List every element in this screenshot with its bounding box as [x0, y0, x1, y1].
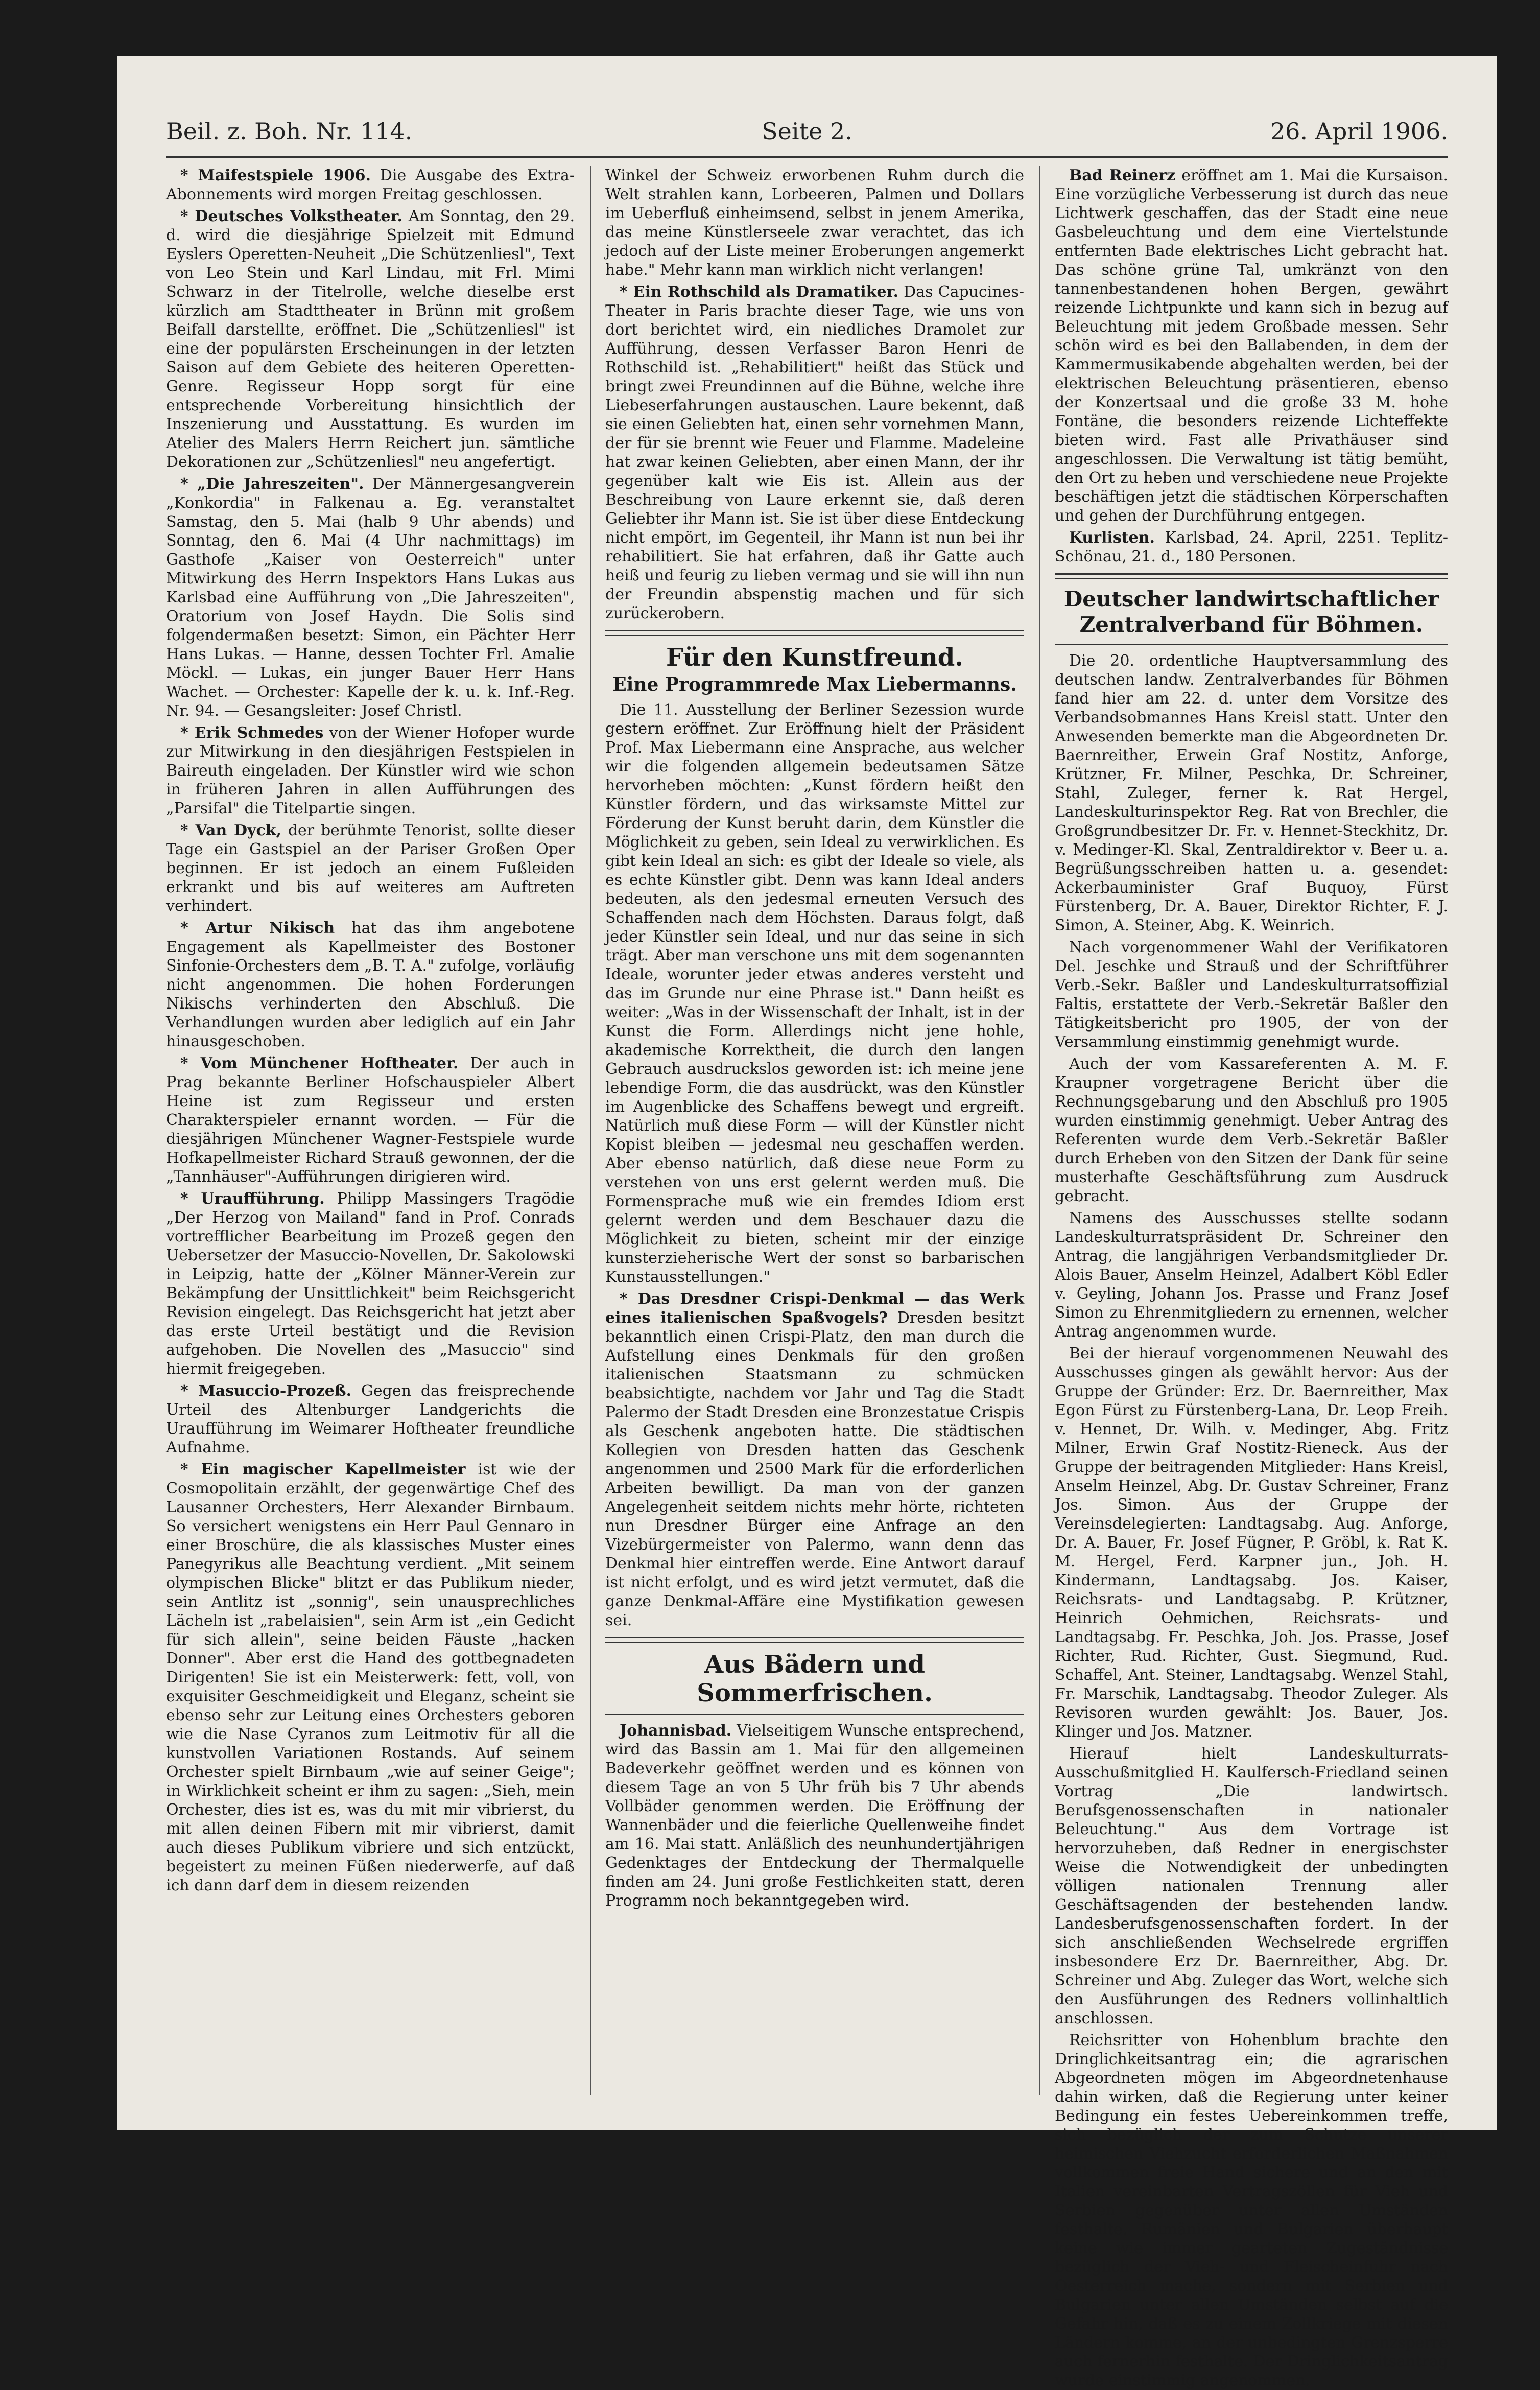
article: Die 20. ordentliche Hauptversammlung des deutschen landw. Zentralverbandes für Böhmen fand hier am 22. d. unter dem Vorsitze des Verbandsobmannes Hans Kreisl statt. Unter den Anwesenden bemerkte man die Abgeordneten Dr. Baernreither, Erwein Graf Nostitz, Anforge, Krützner, Fr. Milner, Peschka, Dr. Schreiner, Stahl, Zuleger, ferner k. Rat Hergel, Landeskulturinspektor Reg. Rat von Brechler, die Großgrundbesitzer Dr. Fr. v. Hennet-Steckhitz, Dr. v. Medinger-Kl. Skal, Zentraldirektor v. Beer u. a. Begrüßungsschreiben hatten u. a. gesendet: Ackerbauminister Graf Buquoy, Fürst Fürstenberg, Dr. A. Bauer, Direktor Richter, F. J. Simon, A. Steiner, Abg. K. Weinrich.: [1055, 652, 1448, 934]
section-rule: [605, 1637, 1024, 1643]
article: Bad Reinerz eröffnet am 1. Mai die Kursaison. Eine vorzügliche Verbesserung ist durch das neue Lichtwerk geschaffen, das der Stadt eine neue Gasbeleuchtung und dem eine Viertelstunde entfernten Bade elektrisches Licht gebracht hat. Das schöne grüne Tal, umkränzt von den tannenbestandenen hohen Bergen, gewährt reizende Lichtpunkte und kann sich in bezug auf Beleuchtung mit jedem Großbade messen. Sehr schön wird es bei den Ballabenden, in dem der Kammermusikabende abgehalten werden, bei der elektrischen Beleuchtung präsentieren, ebenso der Konzertsaal und die große 33 M. hohe Fontäne, die besonders reizende Lichteffekte bieten wird. Fast alle Privathäuser sind angeschlossen. Die Verwaltung ist tätig bemüht, den Ort zu heben und verschiedene neue Projekte beschäftigen jetzt die städtischen Körperschaften und gehen der Durchführung entgegen.: [1055, 167, 1448, 525]
section-rule: [605, 630, 1024, 636]
article: Hierauf hielt Landeskulturrats-Ausschußmitglied H. Kaulfersch-Friedland seinen Vortrag „Die landwirtsch. Berufsgenossenschaften in nationaler Beleuchtung." Aus dem Vortrage ist hervorzuheben, daß Redner in energischster Weise die Notwendigkeit der unbedingten völligen nationalen Trennung aller Geschäftsagenden der bestehenden landw. Landesberufsgenossenschaften fordert. In der sich anschließenden Wechselrede ergriffen insbesondere Erz Dr. Baernreither, Abg. Dr. Schreiner und Abg. Zuleger das Wort, welche sich den Ausführungen des Redners vollinhaltlich anschlossen.: [1055, 1745, 1448, 2027]
section-rule: [605, 1714, 1024, 1715]
article-continuation: Winkel der Schweiz erworbenen Ruhm durch die Welt strahlen kann, Lorbeeren, Palmen und Dollars im Ueberfluß einheimsend, selbst in jenem Amerika, das meine Künstlerseele zwar verachtet, das ich jedoch auf der Liste meiner Eroberungen angemerkt habe." Mehr kann man wirklich nicht verlangen!: [605, 167, 1024, 279]
section-rule: [1055, 644, 1448, 645]
article: * Artur Nikisch hat das ihm angebotene Engagement als Kapellmeister des Bostoner Sinfonie-Orchesters dem „B. T. A." zufolge, vorläufig nicht angenommen. Die hohen Forderungen Nikischs verhinderten den Abschluß. Die Verhandlungen wurden aber lediglich auf ein Jahr hinausgeschoben.: [166, 919, 575, 1050]
section-heading: Aus Bädern und Sommerfrischen.: [697, 1650, 933, 1707]
column-middle: [605, 166, 1024, 2095]
article: Auch der vom Kassareferenten A. M. F. Kraupner vorgetragene Bericht über die Rechnungsgebarung und den Abschluß pro 1905 wurden einstimmig genehmigt. Ueber Antrag des Referenten wurde dem Verb.-Sekretär Baßler durch Erheben von den Sitzen der Dank für seine musterhafte Geschäftsführung zum Ausdruck gebracht.: [1055, 1055, 1448, 1205]
article: Reichsritter von Hohenblum brachte den Dringlichkeitsantrag ein; die agrarischen Abgeordneten mögen im Abgeordnetenhause dahin wirken, daß die Regierung unter keiner Bedingung ein festes Uebereinkommen treffe, sich bezüglich der zum Schutze unserer heimischen Viehzucht erforderlichen Maßnahmen vollkommen freie Hand sichere und an den mit Italien vereinbarten Vertragszöllen für Vieh und Serbien gegenüber unter allen Umständen festhalte. Rumänien und Bulgarien überhaupt keine wie immer gearteten Zugeständnisse bezüglich der Vieh- und Fleischeinfuhr nach Oesterreich mache, sondern mit Serbien und Bulgarien unter allen Umständen selbst auf die Gefahr hin, daß es zu einem Zollkriege mit diesen Ländern komme, an der unbedingten Grenzsperre auch fernerhin festhalte. Der Dringlichkeitsantrag wurde einstimmig angenommen.: [1055, 2031, 1448, 2389]
issue-date: 26. April 1906.: [1270, 118, 1448, 145]
article: * Vom Münchener Hoftheater. Der auch in Prag bekannte Berliner Hofschauspieler Albert Heine ist zum Regisseur und ersten Charakterspieler ernannt worden. — Für die diesjährigen Münchener Wagner-Festspiele wurde Hofkapellmeister Richard Strauß gewonnen, der die „Tannhäuser"-Aufführungen dirigieren wird.: [166, 1055, 575, 1186]
article: * Erik Schmedes von der Wiener Hofoper wurde zur Mitwirkung in den diesjährigen Festspielen in Baireuth eingeladen. Der Künstler wird wie schon in früheren Jahren in allen Aufführungen des „Parsifal" die Titelpartie singen.: [166, 724, 575, 817]
section-rule: [1055, 573, 1448, 579]
column-left: [166, 166, 575, 2095]
article: * Maifestspiele 1906. Die Ausgabe des Extra-Abonnements wird morgen Freitag geschlossen.: [166, 167, 575, 203]
issue-label: Beil. z. Boh. Nr. 114.: [166, 118, 413, 145]
article: * Ein magischer Kapellmeister ist wie der Cosmopolitain erzählt, der gegenwärtige Chef des Lausanner Orchesters, Herr Alexander Birnbaum. So versichert wenigstens ein Herr Paul Gennaro in einer Broschüre, die als klassisches Muster eines Panegyrikus alle Beachtung verdient. „Mit seinem olympischen Blicke" blitzt er das Publikum nieder, sein Antlitz ist „sonnig", sein unausprechliches Lächeln ist „rabelaisien", sein Arm ist „ein Gedicht für sich allein", seine beiden Fäuste „hacken Donner". Aber erst die Hand des gottbegnadeten Dirigenten! Sie ist ein Meisterwerk: fett, voll, von exquisiter Geschmeidigkeit und Eleganz, scheint sie ebenso sehr zur Leitung eines Orchesters geboren wie die Nase Cyranos zum Leitmotiv für all die kunstvollen Variationen Rostands. Auf seinem Orchester spielt Birnbaum „wie auf seiner Geige"; in Wirklichkeit scheint er ihm zu sagen: „Sieh, mein Orchester, dies ist es, was du mit mir vibrierst, du mit allen deinen Fibern mit mir vibrierst, damit auch dieses Publikum vibriere und sich entzückt, begeistert zu meinen Füßen niederwerfe, auf daß ich dann darf dem in diesem reizenden: [166, 1461, 575, 1894]
article: * Van Dyck, der berühmte Tenorist, sollte dieser Tage ein Gastspiel an der Pariser Großen Oper beginnen. Er ist jedoch an einem Fußleiden erkrankt und bis auf weiteres am Auftreten verhindert.: [166, 822, 575, 915]
article: Johannisbad. Vielseitigem Wunsche entsprechend, wird das Bassin am 1. Mai für den allgemeinen Badeverkehr geöffnet werden und es können von diesem Tage an von 5 Uhr früh bis 7 Uhr abends Vollbäder genommen werden. Die Eröffnung der Wannenbäder und die feierliche Quellenweihe findet am 16. Mai statt. Anläßlich des neunhundertjährigen Gedenktages der Entdeckung der Thermalquelle finden am 24. Juni große Festlichkeiten statt, deren Programm noch bekanntgegeben wird.: [605, 1722, 1024, 1910]
article: Die 11. Ausstellung der Berliner Sezession wurde gestern eröffnet. Zur Eröffnung hielt der Präsident Prof. Max Liebermann eine Ansprache, aus welcher wir die folgenden allgemein bedeutsamen Sätze hervorheben möchten: „Kunst fördern heißt den Künstler fördern, und das wirksamste Mittel zur Förderung der Kunst beruht darin, dem Künstler die Möglichkeit zu geben, sein Ideal zu verwirklichen. Es gibt kein Ideal an sich: es gibt der Ideale so viele, als es echte Künstler gibt. Denn was kann Ideal anders bedeuten, als den jedesmal erneuten Versuch des Schaffenden nach dem Höchsten. Daraus folgt, daß jeder Künstler sein Ideal, und nur das seine in sich trägt. Aber man verschone uns mit dem sogenannten Ideale, worunter jeder etwas anderes versteht und das im Grunde nur eine Phrase ist." Dann heißt es weiter: „Was in der Wissenschaft der Inhalt, ist in der Kunst die Form. Allerdings nicht jene hohle, akademische Korrektheit, die durch den langen Gebrauch ausdruckslos geworden ist: ich meine jene lebendige Form, die das ausdrückt, was den Künstler im Augenblicke des Schaffens bewegt und ergreift. Natürlich muß diese Form — will der Künstler nicht Kopist bleiben — jedesmal neu geschaffen werden. Aber ebenso natürlich, daß diese neue Form zu verstehen von uns erst gelernt werden muß. Die Formensprache muß wie ein fremdes Idiom erst gelernt werden und dem Beschauer dazu die Möglichkeit zu bieten, scheint mir der einzige kunsterzieherische Wert der sonst so barbarischen Kunstausstellungen.": [605, 701, 1024, 1286]
column-divider: [1039, 166, 1040, 2095]
article: Kurlisten. Karlsbad, 24. April, 2251. Teplitz-Schönau, 21. d., 180 Personen.: [1055, 529, 1448, 566]
article: Namens des Ausschusses stellte sodann Landeskulturratspräsident Dr. Schreiner den Antrag, die langjährigen Verbandsmitglieder Dr. Alois Bauer, Anselm Heinzel, Adalbert Köbl Edler v. Geyling, Johann Jos. Prasse und Franz Josef Simon zu Ehrenmitgliedern zu ernennen, welcher Antrag angenommen wurde.: [1055, 1209, 1448, 1341]
article: * „Die Jahreszeiten". Der Männergesangverein „Konkordia" in Falkenau a. Eg. veranstaltet Samstag, den 5. Mai (halb 9 Uhr abends) und Sonntag, den 6. Mai (4 Uhr nachmittags) im Gasthofe „Kaiser von Oesterreich" unter Mitwirkung des Herrn Inspektors Hans Lukas aus Karlsbad eine Aufführung von „Die Jahreszeiten", Oratorium von Josef Haydn. Die Solis sind folgendermaßen besetzt: Simon, ein Pächter Herr Hans Lukas. — Hanne, dessen Tochter Frl. Amalie Möckl. — Lukas, ein junger Bauer Herr Hans Wachet. — Orchester: Kapelle der k. u. k. Inf.-Reg. Nr. 94. — Gesangsleiter: Josef Christl.: [166, 475, 575, 720]
page-header: [166, 118, 1448, 148]
page-number: Seite 2.: [762, 118, 852, 145]
article: * Das Dresdner Crispi-Denkmal — das Werk eines italienischen Spaßvogels? Dresden besitzt bekanntlich einen Crispi-Platz, den man durch die Aufstellung eines Denkmals für den großen italienischen Staatsmann zu schmücken beabsichtigte, nachdem vor Jahr und Tag die Stadt Palermo der Stadt Dresden eine Bronzestatue Crispis als Geschenk angeboten hatte. Die städtischen Kollegien von Dresden hatten das Geschenk angenommen und 2500 Mark für die erforderlichen Arbeiten bewilligt. Da man von der ganzen Angelegenheit seitdem nichts mehr hörte, richteten nun Dresdner Bürger eine Anfrage an den Vizebürgermeister von Palermo, wann denn das Denkmal hier eintreffen werde. Eine Antwort darauf ist nicht erfolgt, und es wird jetzt vermutet, daß die ganze Denkmal-Affäre eine Mystifikation gewesen sei.: [605, 1290, 1024, 1629]
column-divider: [590, 166, 591, 2095]
section-heading: Für den Kunstfreund.: [666, 643, 964, 672]
section-subheading: Eine Programmrede Max Liebermanns.: [612, 674, 1017, 695]
article: * Uraufführung. Philipp Massingers Tragödie „Der Herzog von Mailand" fand in Prof. Conrads vortrefflicher Bearbeitung im Prozeß gegen den Uebersetzer der Masuccio-Novellen, Dr. Sakolowski in Leipzig, hatte der „Kölner Männer-Verein zur Bekämpfung der Unsittlichkeit" beim Reichsgericht Revision eingelegt. Das Reichsgericht hat jetzt aber das erste Urteil bestätigt und die Revision aufgehoben. Die Novellen des „Masuccio" sind hiermit freigegeben.: [166, 1190, 575, 1378]
article: * Masuccio-Prozeß. Gegen das freisprechende Urteil des Altenburger Landgerichts die Uraufführung im Weimarer Hoftheater freundliche Aufnahme.: [166, 1382, 575, 1457]
section-heading: Deutscher landwirtschaftlicher Zentralverband für Böhmen.: [1063, 587, 1439, 637]
article: * Deutsches Volkstheater. Am Sonntag, den 29. d. wird die diesjährige Spielzeit mit Edmund Eyslers Operetten-Neuheit „Die Schützenliesl", Text von Leo Stein und Karl Lindau, mit Frl. Mimi Schwarz in der Titelrolle, welche dieselbe erst kürzlich am Stadttheater in Brünn mit großem Beifall darstellte, eröffnet. Die „Schützenliesl" ist eine der populärsten Erscheinungen in der letzten Saison auf dem Gebiete des heiteren Operetten-Genre. Regisseur Hopp sorgt für eine entsprechende Vorbereitung hinsichtlich der Inszenierung und Ausstattung. Es wurden im Atelier des Malers Herrn Reichert jun. sämtliche Dekorationen zur „Schützenliesl" neu angefertigt.: [166, 207, 575, 471]
article: * Ein Rothschild als Dramatiker. Das Capucines-Theater in Paris brachte dieser Tage, wie uns von dort berichtet wird, ein niedliches Dramolet zur Aufführung, dessen Verfasser Baron Henri de Rothschild ist. „Rehabilitiert" heißt das Stück und bringt zwei Freundinnen auf die Bühne, welche ihre Liebeserfahrungen austauschen. Laure bekennt, daß sie einen Geliebten hat, einen sehr vornehmen Mann, der für sie brennt wie Feuer und Flamme. Madeleine hat zwar keinen Geliebten, aber einen Mann, der ihr gegenüber kalt wie Eis ist. Allein aus der Beschreibung von Laure erkennt sie, daß deren Geliebter ihr Mann ist. Sie ist über diese Entdeckung nicht empört, im Gegenteil, ihr Mann ist nun bei ihr rehabilitiert. Sie hat erfahren, daß ihr Gatte auch heiß und feurig zu lieben vermag und sie will ihn nun der Freundin abspenstig machen und für sich zurückerobern.: [605, 283, 1024, 622]
newspaper-page: [117, 56, 1497, 2389]
article: Nach vorgenommener Wahl der Verifikatoren Del. Jeschke und Strauß und der Schriftführer Verb.-Sekr. Baßler und Landeskulturratsoffizial Faltis, erstattete der Verb.-Sekretär Baßler den Tätigkeitsbericht pro 1905, der von der Versammlung einstimmig genehmigt wurde.: [1055, 939, 1448, 1051]
article: Bei der hierauf vorgenommenen Neuwahl des Ausschusses gingen als gewählt hervor: Aus der Gruppe der Gründer: Erz. Dr. Baernreither, Max Egon Fürst zu Fürstenberg-Lana, Dr. Leop Freih. v. Hennet, Dr. Wilh. v. Medinger, Abg. Fritz Milner, Erwin Graf Nostitz-Rieneck. Aus der Gruppe der beitragenden Mitglieder: Hans Kreisl, Anselm Heinzel, Abg. Dr. Gustav Schreiner, Franz Jos. Simon. Aus der Gruppe der Vereinsdelegierten: Landtagsabg. Aug. Anforge, Dr. A. Bauer, Fr. Josef Fügner, P. Gröbl, k. Rat K. M. Hergel, Ferd. Karpner jun., Joh. H. Kindermann, Landtagsabg. Jos. Kaiser, Reichsrats- und Landtagsabg. P. Krützner, Heinrich Oehmichen, Reichsrats- und Landtagsabg. Fr. Peschka, Joh. Jos. Prasse, Josef Richter, Rud. Richter, Gust. Siegmund, Rud. Schaffel, Ant. Steiner, Landtagsabg. Wenzel Stahl, Fr. Marschik, Landtagsabg. Theodor Zuleger. Als Revisoren wurden gewählt: Jos. Bauer, Jos. Klinger und Jos. Matzner.: [1055, 1345, 1448, 1741]
header-rule: [166, 156, 1448, 158]
column-right: [1055, 166, 1448, 2389]
